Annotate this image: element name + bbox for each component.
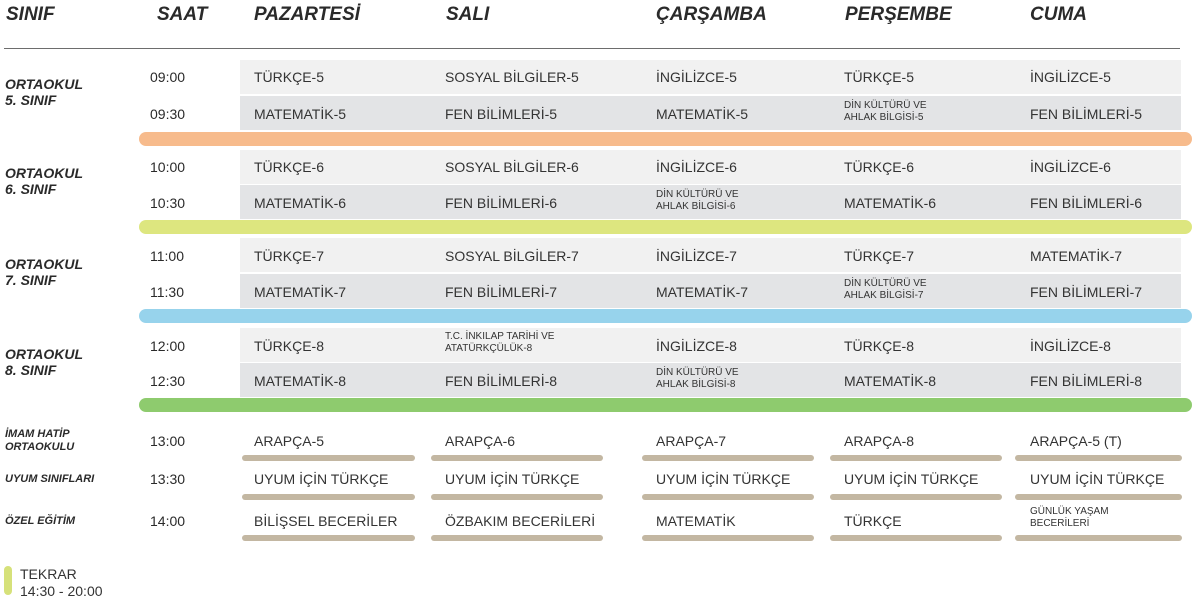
lesson-cell: İNGİLİZCE-8 <box>656 338 737 354</box>
lesson-cell: TÜRKÇE-7 <box>254 248 325 264</box>
lesson-cell: TÜRKÇE-7 <box>844 248 915 264</box>
lesson-cell: UYUM İÇİN TÜRKÇE <box>254 471 389 487</box>
row-underline <box>431 455 603 461</box>
row-underline <box>642 535 814 541</box>
header-day-friday: CUMA <box>1030 4 1087 25</box>
lesson-cell: TÜRKÇE-8 <box>844 338 915 354</box>
lesson-cell: ARAPÇA-7 <box>656 433 727 449</box>
separator-bar-grade8 <box>139 398 1192 412</box>
lesson-cell: İNGİLİZCE-6 <box>656 159 737 175</box>
lesson-cell: TÜRKÇE-6 <box>844 159 915 175</box>
lesson-cell: DİN KÜLTÜRÜ VE AHLAK BİLGİSİ-7 <box>844 278 927 301</box>
time-label: 09:30 <box>150 106 186 122</box>
separator-bar-grade6 <box>139 220 1192 234</box>
lesson-cell: İNGİLİZCE-6 <box>1030 159 1111 175</box>
lesson-cell: DİN KÜLTÜRÜ VE AHLAK BİLGİSİ-8 <box>656 367 739 390</box>
lesson-cell: DİN KÜLTÜRÜ VE AHLAK BİLGİSİ-6 <box>656 189 739 212</box>
time-label: 13:30 <box>150 471 186 487</box>
row-underline <box>830 535 1002 541</box>
header-day-tuesday: SALI <box>446 4 490 25</box>
row-underline <box>1015 535 1182 541</box>
header-day-wednesday: ÇARŞAMBA <box>656 4 767 25</box>
lesson-cell: MATEMATİK-8 <box>254 373 347 389</box>
row-underline <box>642 494 814 500</box>
row-underline <box>830 494 1002 500</box>
lesson-cell: İNGİLİZCE-7 <box>656 248 737 264</box>
row-underline <box>1015 455 1182 461</box>
lesson-cell: ARAPÇA-5 (T) <box>1030 433 1122 449</box>
time-label: 11:30 <box>150 284 184 300</box>
lesson-cell: TÜRKÇE-6 <box>254 159 325 175</box>
row-underline <box>431 535 603 541</box>
lesson-cell: BİLİŞSEL BECERİLER <box>254 513 398 529</box>
lesson-cell: MATEMATİK-7 <box>1030 248 1123 264</box>
lesson-cell: ARAPÇA-8 <box>844 433 915 449</box>
group-label-grade6: ORTAOKUL 6. SINIF <box>5 165 84 197</box>
lesson-cell: MATEMATİK-6 <box>844 195 937 211</box>
lesson-cell: FEN BİLİMLERİ-6 <box>1030 195 1143 211</box>
lesson-cell: SOSYAL BİLGİLER-5 <box>445 69 579 85</box>
lesson-cell: TÜRKÇE-5 <box>254 69 325 85</box>
lesson-cell: FEN BİLİMLERİ-6 <box>445 195 558 211</box>
lesson-cell: ÖZBAKIM BECERİLERİ <box>445 513 596 529</box>
lesson-cell: TÜRKÇE <box>844 513 902 529</box>
lesson-cell: FEN BİLİMLERİ-5 <box>1030 106 1143 122</box>
lesson-cell: MATEMATİK-5 <box>656 106 749 122</box>
lesson-cell: MATEMATİK-7 <box>656 284 749 300</box>
legend-time: 14:30 - 20:00 <box>20 583 103 599</box>
group-label-grade5: ORTAOKUL 5. SINIF <box>5 76 84 108</box>
separator-bar-grade5 <box>139 132 1192 146</box>
lesson-cell: T.C. İNKILAP TARİHİ VE ATATÜRKÇÜLÜK-8 <box>445 331 555 354</box>
separator-bar-grade7 <box>139 309 1192 323</box>
time-label: 09:00 <box>150 69 186 85</box>
row-label-uyum: UYUM SINIFLARI <box>5 473 95 485</box>
lesson-cell: DİN KÜLTÜRÜ VE AHLAK BİLGİSİ-5 <box>844 100 927 123</box>
legend-color-mark <box>4 566 12 595</box>
lesson-cell: MATEMATİK-6 <box>254 195 347 211</box>
time-label: 12:00 <box>150 338 186 354</box>
header-divider <box>4 48 1180 49</box>
lesson-cell: UYUM İÇİN TÜRKÇE <box>656 471 791 487</box>
lesson-cell: FEN BİLİMLERİ-8 <box>1030 373 1143 389</box>
row-underline <box>642 455 814 461</box>
time-label: 13:00 <box>150 433 186 449</box>
lesson-cell: ARAPÇA-5 <box>254 433 325 449</box>
time-label: 12:30 <box>150 373 186 389</box>
lesson-cell: MATEMATİK-5 <box>254 106 347 122</box>
lesson-cell: SOSYAL BİLGİLER-7 <box>445 248 579 264</box>
lesson-cell: FEN BİLİMLERİ-7 <box>445 284 558 300</box>
row-underline <box>1015 494 1182 500</box>
lesson-cell: FEN BİLİMLERİ-7 <box>1030 284 1143 300</box>
group-label-grade8: ORTAOKUL 8. SINIF <box>5 346 84 378</box>
lesson-cell: UYUM İÇİN TÜRKÇE <box>1030 471 1165 487</box>
group-label-grade7: ORTAOKUL 7. SINIF <box>5 256 84 288</box>
row-label-ozel-egitim: ÖZEL EĞİTİM <box>5 515 76 527</box>
lesson-cell: TÜRKÇE-5 <box>844 69 915 85</box>
header-day-monday: PAZARTESİ <box>254 4 360 25</box>
lesson-cell: SOSYAL BİLGİLER-6 <box>445 159 579 175</box>
lesson-cell: UYUM İÇİN TÜRKÇE <box>844 471 979 487</box>
lesson-cell: UYUM İÇİN TÜRKÇE <box>445 471 580 487</box>
lesson-cell: MATEMATİK-7 <box>254 284 347 300</box>
lesson-cell: MATEMATİK <box>656 513 736 529</box>
header-sinif: SINIF <box>6 4 55 25</box>
legend-label: TEKRAR <box>20 566 77 582</box>
lesson-cell: ARAPÇA-6 <box>445 433 516 449</box>
lesson-cell: FEN BİLİMLERİ-8 <box>445 373 558 389</box>
row-underline <box>242 494 415 500</box>
lesson-cell: İNGİLİZCE-8 <box>1030 338 1111 354</box>
row-label-imam-hatip: İMAM HATİP ORTAOKULU <box>5 428 75 453</box>
row-underline <box>431 494 603 500</box>
lesson-cell: GÜNLÜK YAŞAM BECERİLERİ <box>1030 506 1109 529</box>
row-underline <box>830 455 1002 461</box>
time-label: 10:30 <box>150 195 186 211</box>
lesson-cell: TÜRKÇE-8 <box>254 338 325 354</box>
header-day-thursday: PERŞEMBE <box>845 4 952 25</box>
time-label: 14:00 <box>150 513 186 529</box>
lesson-cell: İNGİLİZCE-5 <box>656 69 737 85</box>
row-underline <box>242 455 415 461</box>
lesson-cell: MATEMATİK-8 <box>844 373 937 389</box>
time-label: 11:00 <box>150 248 184 264</box>
header-saat: SAAT <box>157 4 208 25</box>
time-label: 10:00 <box>150 159 186 175</box>
lesson-cell: FEN BİLİMLERİ-5 <box>445 106 558 122</box>
row-underline <box>242 535 415 541</box>
lesson-cell: İNGİLİZCE-5 <box>1030 69 1111 85</box>
